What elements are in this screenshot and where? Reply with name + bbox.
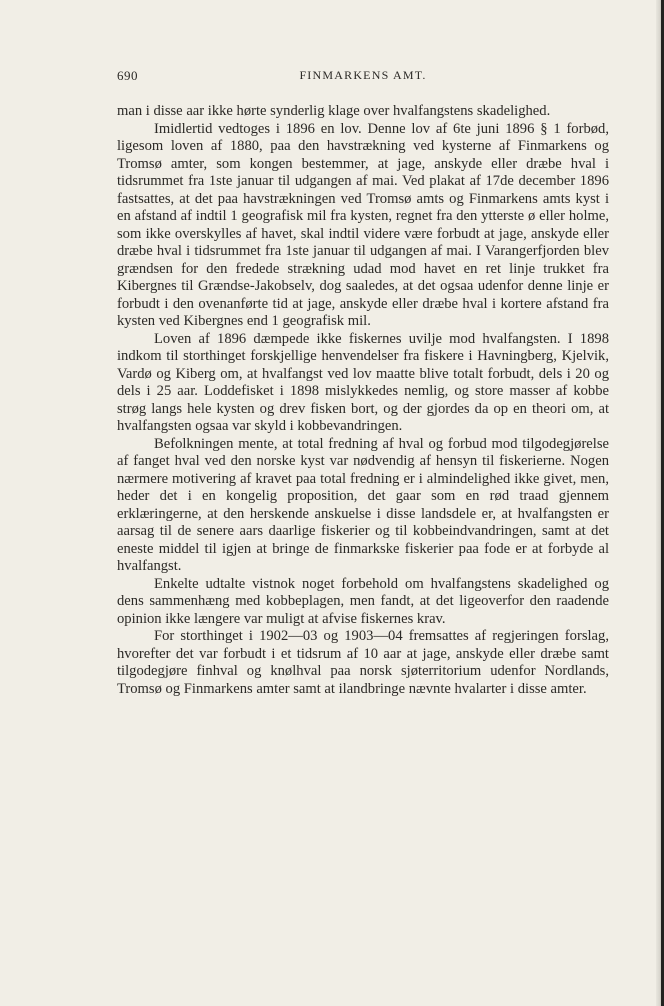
paragraph-continuation: man i disse aar ikke hørte synderlig klage over hvalfangstens skadelighed. [117,103,551,119]
page-header [117,68,609,88]
paragraph-reservations: Enkelte udtalte vistnok noget forbehold om hvalfangstens skadelighed og dens sammenhæng med kobbeplagen, men fandt, at det ligeoverfor den raadende opinion ikke længere var muligt at afvise fiskernes krav. [117,575,609,627]
running-title: FINMARKENS AMT. [299,68,427,82]
page-number: 690 [117,68,138,83]
paragraph-storthing-proposal: For storthinget i 1902—03 og 1903—04 fremsattes af regjeringen forslag, hvorefter det var forbudt i et tidsrum af 10 aar at jage, anskyde eller dræbe samt tilgodegjøre finhval og knølhval paa norsk sjøterritorium udenfor Nordlands, Tromsø og Finmarkens amter samt at ilandbringe nævnte hvalarter i disse amter. [117,628,609,697]
body-text [117,103,609,698]
paragraph-population-opinion: Befolkningen mente, at total fredning af hval og forbud mod tilgodegjørelse af fanget hval ved den norske kyst var nødvendig af hensyn til fiskerierne. Nogen nærmere motivering af kravet paa total fredning er i almindelighed ikke givet, men, heder det i en kongelig proposition, det gaar som en rød traad gjennem erklæringerne, at den herskende anskuelse i disse landsdele er, at hvalfangsten er aarsag til de senere aars daarlige fiskerier og til kobbeindvandringen, samt at det eneste middel til igjen at bringe de finmarkske fiskerier paa fode er at forbyde al hvalfangst. [117,435,609,574]
paragraph-law-1896: Imidlertid vedtoges i 1896 en lov. Denne lov af 6te juni 1896 § 1 forbød, ligesom loven af 1880, paa den havstrækning ved kysterne af Finmarkens og Tromsø amter, som kongen bestemmer, at jage, anskyde eller dræbe hval i tidsrummet fra 1ste januar til udgangen af mai. Ved plakat af 17de december 1896 fastsattes, at det paa havstrækningen ved Tromsø amts og Finmarkens amts kyst i en afstand af indtil 1 geografisk mil fra kysten, regnet fra den ytterste ø eller holme, som ikke overskylles af havet, skal indtil videre være forbudt at jage, anskyde eller dræbe hval i tidsrummet fra 1ste januar til udgangen af mai. I Varangerfjorden blev grændsen for den fredede strækning udad mod havet en ret linje trukket fra Kibergnes til Grændse-Jakobselv, dog saaledes, at det ogsaa udenfor denne linje er forbudt i den ovenanførte tid at jage, anskyde eller dræbe hval i kortere afstand fra kysten ved Kibergnes end 1 geografisk mil. [117,120,609,329]
paragraph-fishermen-opposition: Loven af 1896 dæmpede ikke fiskernes uvilje mod hvalfangsten. I 1898 indkom til storthinget forskjellige henvendelser fra fiskere i Havningberg, Kjelvik, Vardø og Kiberg om, at hvalfangst ved lov maatte blive totalt forbudt, dels i 20 og dels i 25 aar. Loddefisket i 1898 mislykkedes nemlig, og store masser af kobbe strøg langs hele kysten og drev fisken bort, og der gjordes da op en theori om, at hvalfangsten ogsaa var skyld i kobbevandringen. [117,330,609,434]
